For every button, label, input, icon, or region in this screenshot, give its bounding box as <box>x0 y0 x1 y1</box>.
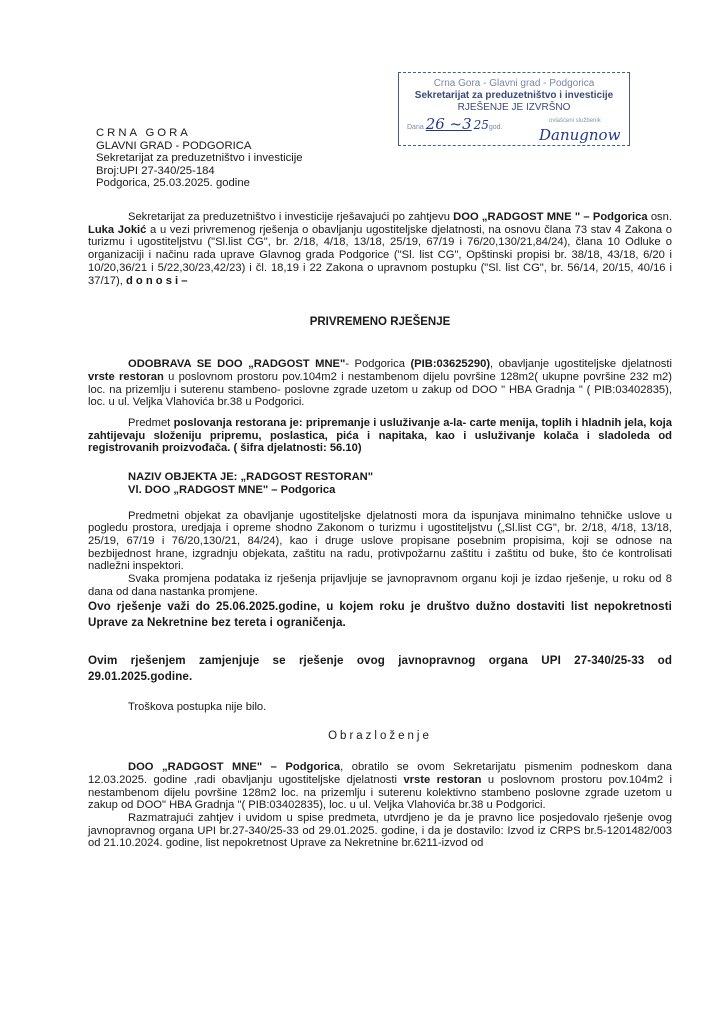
stamp-date-handwritten: 26 ~3 <box>425 115 472 133</box>
text: Svaka promjena podataka iz rješenja prijavljuje se javnopravnom organu koji je izdao rješenje, u roku od 8 dana od dana nastanka promjene. <box>88 573 672 598</box>
costs-line: Troškova postupka nije bilo. <box>128 701 267 714</box>
stamp-date-prefix: Dana <box>407 124 424 131</box>
reasoning-paragraph-2 <box>88 812 672 850</box>
text: u poslovnom prostoru pov.104m2 i nestambenom dijelu površine 128m2( ukupne površine 232 m2) loc. na prizemlju i suterenu stambeno- poslovne zgrade uzetom u zakup od DOO " HBA Gradnja " ( PIB:03402835), loc. u ul. Veljka Vlahovića br.38 u Podgorici. <box>88 370 672 409</box>
replaces-paragraph <box>88 653 672 685</box>
bold-text: (PIB:03625290) <box>410 358 491 371</box>
text: , obratilo se ovom Sekretarijatu pismenim podneskom dana 12.03.2025. godine ,radi obavljanju ugostiteljske djelatnosti <box>88 761 672 786</box>
text: Razmatrajući zahtjev i uvidom u spise predmeta, utvrdjeno je da je pravno lice posjedovalo rješenje ovog javnopravnog organa UPI br.27-340/25-33 od 29.01.2025. godine, i da je dostavilo: Izvod iz CRPS br.5-1201482/003 od 21.10.2024. godine, list nepokretnost Uprave za Nekretnine br.6211-izvod od <box>88 811 672 850</box>
bold-text: d o n o s i – <box>125 274 188 287</box>
text: Sekretarijat za preduzetništvo i investicije rješavajući po zahtjevu <box>128 211 454 223</box>
text: a u vezi privremenog rješenja o obavljanju ugostiteljske djelatnosti, na osnovu člana 73 stav 4 Zakona o turizmu i ugostiteljstvu ("Sl.list CG", br. 2/18, 4/18, 13/18, 25/19, 67/19 i 76/20,130/21,84/24), člana 10 Odluke o organizaciji i načinu rada uprave Glavnog grada Podgorice ("Sl. list CG", Opštinski propisi br. 38/18, 43/18, 6/20 i 10/20,36/21 i 5/22,30/23,42/23) i čl. 18,19 i 22 Zakona o upravnom postupku ("Sl. list CG", br. 56/14, 20/15, 40/16 i 37/17), <box>88 223 672 287</box>
subject-paragraph <box>88 417 672 455</box>
stamp-year-suffix: god. <box>488 124 503 131</box>
case-number: Broj:UPI 27-340/25-184 <box>96 164 215 177</box>
requirements-paragraph <box>88 510 672 574</box>
executed-stamp <box>398 72 630 146</box>
decision-title: PRIVREMENO RJEŠENJE <box>309 316 451 329</box>
facility-name-line: NAZIV OBJEKTA JE: „RADGOST RESTORAN" <box>128 471 374 484</box>
bold-text: Luka Jokić <box>88 223 147 236</box>
bold-text: DOO „RADGOST MNE " – Podgorica <box>453 211 648 223</box>
country: CRNA GORA <box>96 127 191 139</box>
stamp-line: RJEŠENJE JE IZVRŠNO <box>457 102 571 113</box>
document-body <box>88 211 672 850</box>
bold-text: poslovanja restorana je: pripremanje i usluživanje a-la- carte menija, toplih i hladnih jela, koja zahtijevaju složeniju pripremu, poslastica, pića i napitaka, kao i usluživanje kolača i sladoleda od registrovanih proizvođača. ( šifra djelatnosti: 56.10) <box>88 417 673 455</box>
bold-text: vrste restoran <box>403 773 482 786</box>
changes-paragraph <box>88 573 672 598</box>
text: - Podgorica <box>345 358 411 371</box>
validity-paragraph <box>88 599 672 631</box>
stamp-official-label: ovlašćeni službenik <box>549 118 601 124</box>
bold-text: vrste restoran <box>88 370 164 383</box>
reasoning-paragraph-1 <box>88 761 672 812</box>
document-date: Podgorica, 25.03.2025. godine <box>96 177 250 190</box>
approval-paragraph <box>88 358 672 409</box>
text: Ovo rješenje važi do 25.06.2025.godine, u kojem roku je društvo dužno dostaviti list nepokretnosti Uprave za Nekretnine bez tereta i ograničenja. <box>88 600 672 630</box>
facility-name <box>88 471 672 496</box>
text: Ovim rješenjem zamjenjuje se rješenje ovog javnopravnog organa UPI 27-340/25-33 od 29.01.2025.godine. <box>88 654 672 684</box>
text: Predmetni objekat za obavljanje ugostiteljske djelatnosti mora da ispunjava minimalno tehničke uslove u pogledu prostora, uredjaja i opreme shodno Zakonom o turizmu i ugostiteljstvu („Sl.list CG", br. 2/18, 4/18, 13/18, 25/19, 67/19 i 76/20,130/21, 84/24), kao i druge uslove propisane posebnim propisima, koji se odnose na bezbijednost hrane, izgradnju objekata, zaštitu na radu, protivpožarnu zaštitu i zaštitu od buke, što će kontrolisati nadležni inspektori. <box>88 509 672 573</box>
text: , obavljanje ugostiteljske djelatnosti <box>490 358 672 371</box>
stamp-line: Sekretarijat za preduzetništvo i investicije <box>414 90 614 101</box>
text: osn. <box>647 211 672 223</box>
city: GLAVNI GRAD - PODGORICA <box>96 139 252 152</box>
text: u poslovnom prostoru pov.104m2 i nestambenom dijelu površine 128m2 loc. na prizemlju i suterenu kolektivno stambeno poslovne zgrade uzetom u zakup od DOO" HBA Gradnja "( PIB:03402835), loc. u ul. Veljka Vlahovića br.38 u Podgorici. <box>88 773 673 812</box>
stamp-year-handwritten: 25 <box>473 118 489 132</box>
reasoning-title: Obrazloženje <box>328 730 432 743</box>
bold-text: DOO „RADGOST MNE" – Podgorica <box>128 761 341 774</box>
office: Sekretarijat za preduzetništvo i investicije <box>96 152 303 165</box>
intro-paragraph <box>88 211 672 287</box>
facility-owner-line: Vl. DOO „RADGOST MNE" – Podgorica <box>128 483 336 496</box>
bold-text: ODOBRAVA SE DOO „RADGOST MNE" <box>128 358 346 371</box>
signature: Danugnow <box>539 126 621 144</box>
stamp-line: Crna Gora - Glavni grad - Podgorica <box>433 78 595 89</box>
document-header <box>96 127 303 190</box>
stamp-date <box>407 115 503 137</box>
text: Predmet <box>128 417 174 430</box>
